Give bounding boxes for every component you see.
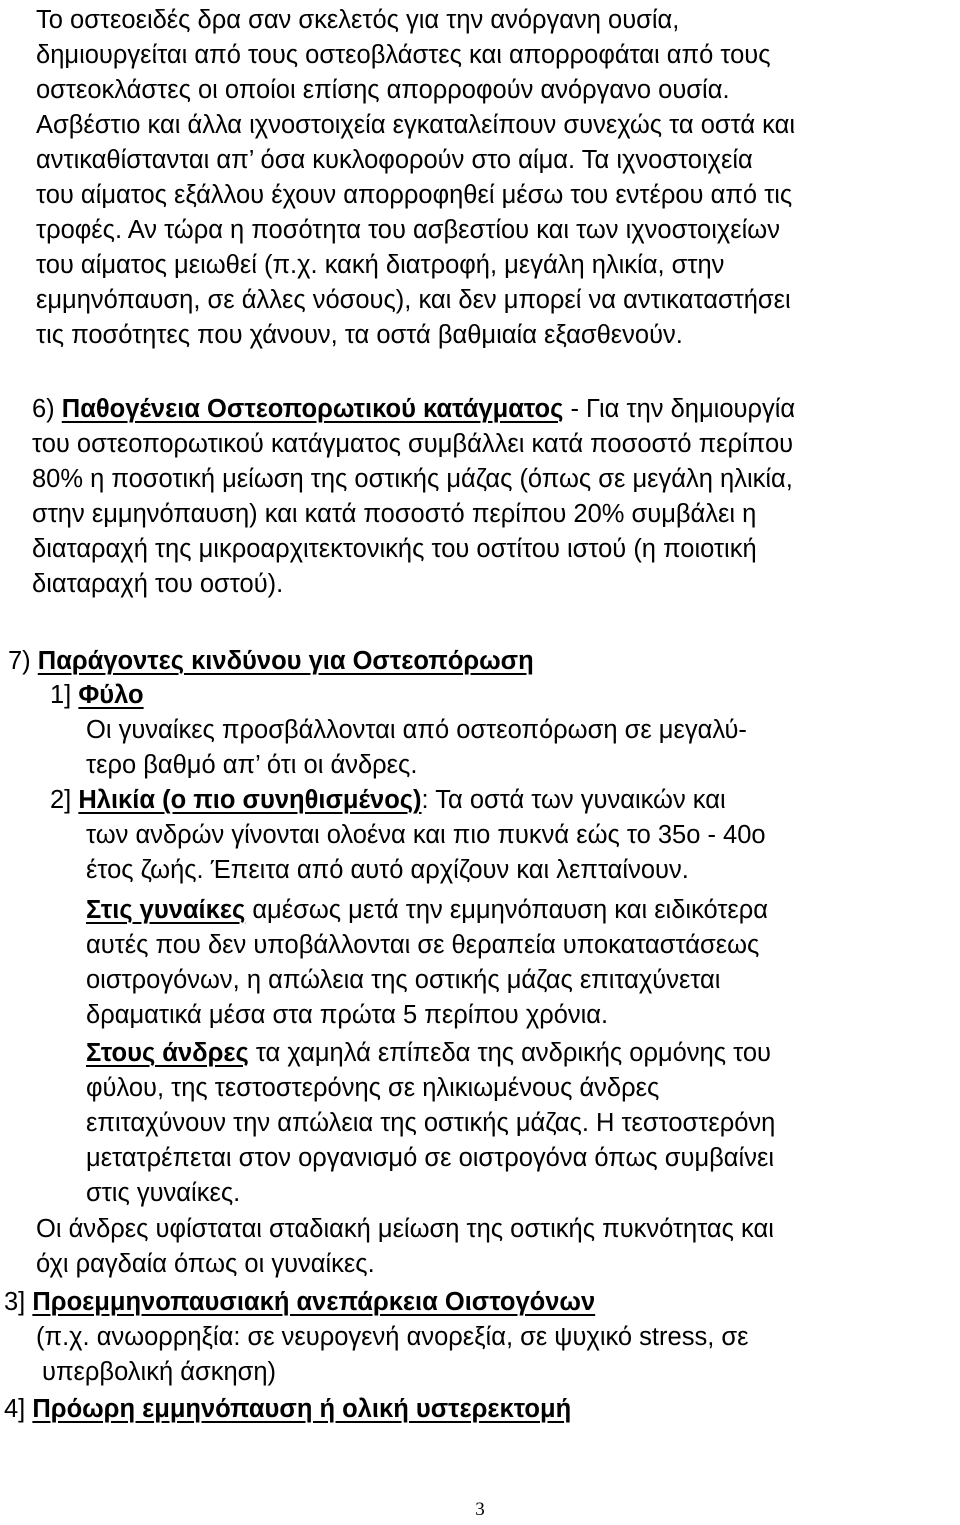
text-line: δραματικά μέσα στα πρώτα 5 περίπου χρόνια.	[86, 1001, 609, 1029]
men-first-line	[86, 1036, 771, 1070]
item-title: Ηλικία (ο πιο συνηθισμένος)	[78, 786, 422, 814]
text-line: διαταραχή του οστού).	[32, 570, 284, 598]
item-title: Φύλο	[78, 681, 144, 709]
text-line: έτος ζωής. Έπειτα από αυτό αρχίζουν και λεπταίνουν.	[86, 856, 689, 884]
section-7-heading-line	[8, 644, 534, 678]
item-number: 1]	[50, 681, 72, 709]
text-line: 80% η ποσοτική μείωση της οστικής μάζας (όπως σε μεγάλη ηλικία,	[32, 465, 793, 493]
men-label: Στους άνδρες	[86, 1039, 249, 1067]
text-line: των ανδρών γίνονται ολοένα και πιο πυκνά εώς το 35ο - 40ο	[86, 821, 766, 849]
item-number: 2]	[50, 786, 72, 814]
text-line: αυτές που δεν υποβάλλονται σε θεραπεία υποκαταστάσεως	[86, 931, 760, 959]
text-line: τροφές. Αν τώρα η ποσότητα του ασβεστίου και των ιχνοστοιχείων	[36, 216, 780, 244]
text-line: Οι γυναίκες προσβάλλονται από οστεοπόρωση σε μεγαλύ-	[86, 716, 747, 744]
text-line: του οστεοπορωτικού κατάγματος συμβάλλει κατά ποσοστό περίπου	[32, 430, 794, 458]
item-title: Πρόωρη εμμηνόπαυση ή ολική υστερεκτομή	[32, 1395, 572, 1423]
text-fragment: αμέσως μετά την εμμηνόπαυση και ειδικότερα	[245, 896, 769, 924]
text-fragment: - Για την δημιουργία	[563, 395, 796, 423]
item-number: 4]	[4, 1395, 26, 1423]
text-line: υπερβολική άσκηση)	[42, 1358, 277, 1386]
text-fragment: τα χαμηλά επίπεδα της ανδρικής ορμόνης του	[248, 1039, 772, 1067]
section-number: 7)	[8, 647, 31, 675]
item-4-heading	[4, 1392, 571, 1426]
text-line: εμμηνόπαυση, σε άλλες νόσους), και δεν μπορεί να αντικαταστήσει	[36, 286, 791, 314]
text-line: στην εμμηνόπαυση) και κατά ποσοστό περίπου 20% συμβάλει η	[32, 500, 757, 528]
text-line: στις γυναίκες.	[86, 1179, 241, 1207]
page-number: 3	[475, 1499, 485, 1520]
text-line: αντικαθίστανται απ’ όσα κυκλοφορούν στο αίμα. Τα ιχνοστοιχεία	[36, 146, 753, 174]
text-line: μετατρέπεται στον οργανισμό σε οιστρογόνα όπως συμβαίνει	[86, 1144, 775, 1172]
text-line: οιστρογόνων, η απώλεια της οστικής μάζας επιταχύνεται	[86, 966, 721, 994]
text-line: όχι ραγδαία όπως οι γυναίκες.	[36, 1250, 375, 1278]
text-fragment: : Τα οστά των γυναικών και	[421, 786, 726, 814]
text-line: διαταραχή της μικροαρχιτεκτονικής του οστίτου ιστού (η ποιοτική	[32, 535, 757, 563]
text-line: (π.χ. ανωορρηξία: σε νευρογενή ανορεξία, σε ψυχικό stress, σε	[36, 1323, 749, 1351]
section-heading: Παράγοντες κινδύνου για Οστεοπόρωση	[37, 647, 534, 675]
text-line: δημιουργείται από τους οστεοβλάστες και απορροφάται από τους	[36, 41, 771, 69]
item-3-heading	[4, 1285, 595, 1319]
text-line: του αίματος μειωθεί (π.χ. κακή διατροφή, μεγάλη ηλικία, στην	[36, 251, 725, 279]
text-line: επιταχύνουν την απώλεια της οστικής μάζας. Η τεστοστερόνη	[86, 1109, 776, 1137]
text-line: του αίματος εξάλλου έχουν απορροφηθεί μέσω του εντέρου από τις	[36, 181, 793, 209]
text-line: φύλου, της τεστοστερόνης σε ηλικιωμένους άνδρες	[86, 1074, 660, 1102]
section-6-first-line	[32, 392, 795, 426]
item-2-heading	[50, 783, 726, 817]
section-number: 6)	[32, 395, 55, 423]
item-1-heading	[50, 678, 144, 712]
women-first-line	[86, 893, 768, 927]
text-line: Οι άνδρες υφίσταται σταδιακή μείωση της οστικής πυκνότητας και	[36, 1215, 774, 1243]
text-line: Το οστεοειδές δρα σαν σκελετός για την ανόργανη ουσία,	[36, 6, 680, 34]
item-number: 3]	[4, 1288, 26, 1316]
text-line: Ασβέστιο και άλλα ιχνοστοιχεία εγκαταλείπουν συνεχώς τα οστά και	[36, 111, 796, 139]
section-heading: Παθογένεια Οστεοπορωτικού κατάγματος	[61, 395, 564, 423]
text-line: οστεοκλάστες οι οποίοι επίσης απορροφούν ανόργανο ουσία.	[36, 76, 730, 104]
text-line: τερο βαθμό απ’ ότι οι άνδρες.	[86, 751, 418, 779]
item-title: Προεμμηνοπαυσιακή ανεπάρκεια Οιστογόνων	[32, 1288, 596, 1316]
women-label: Στις γυναίκες	[86, 896, 246, 924]
text-line: τις ποσότητες που χάνουν, τα οστά βαθμιαία εξασθενούν.	[36, 321, 683, 349]
